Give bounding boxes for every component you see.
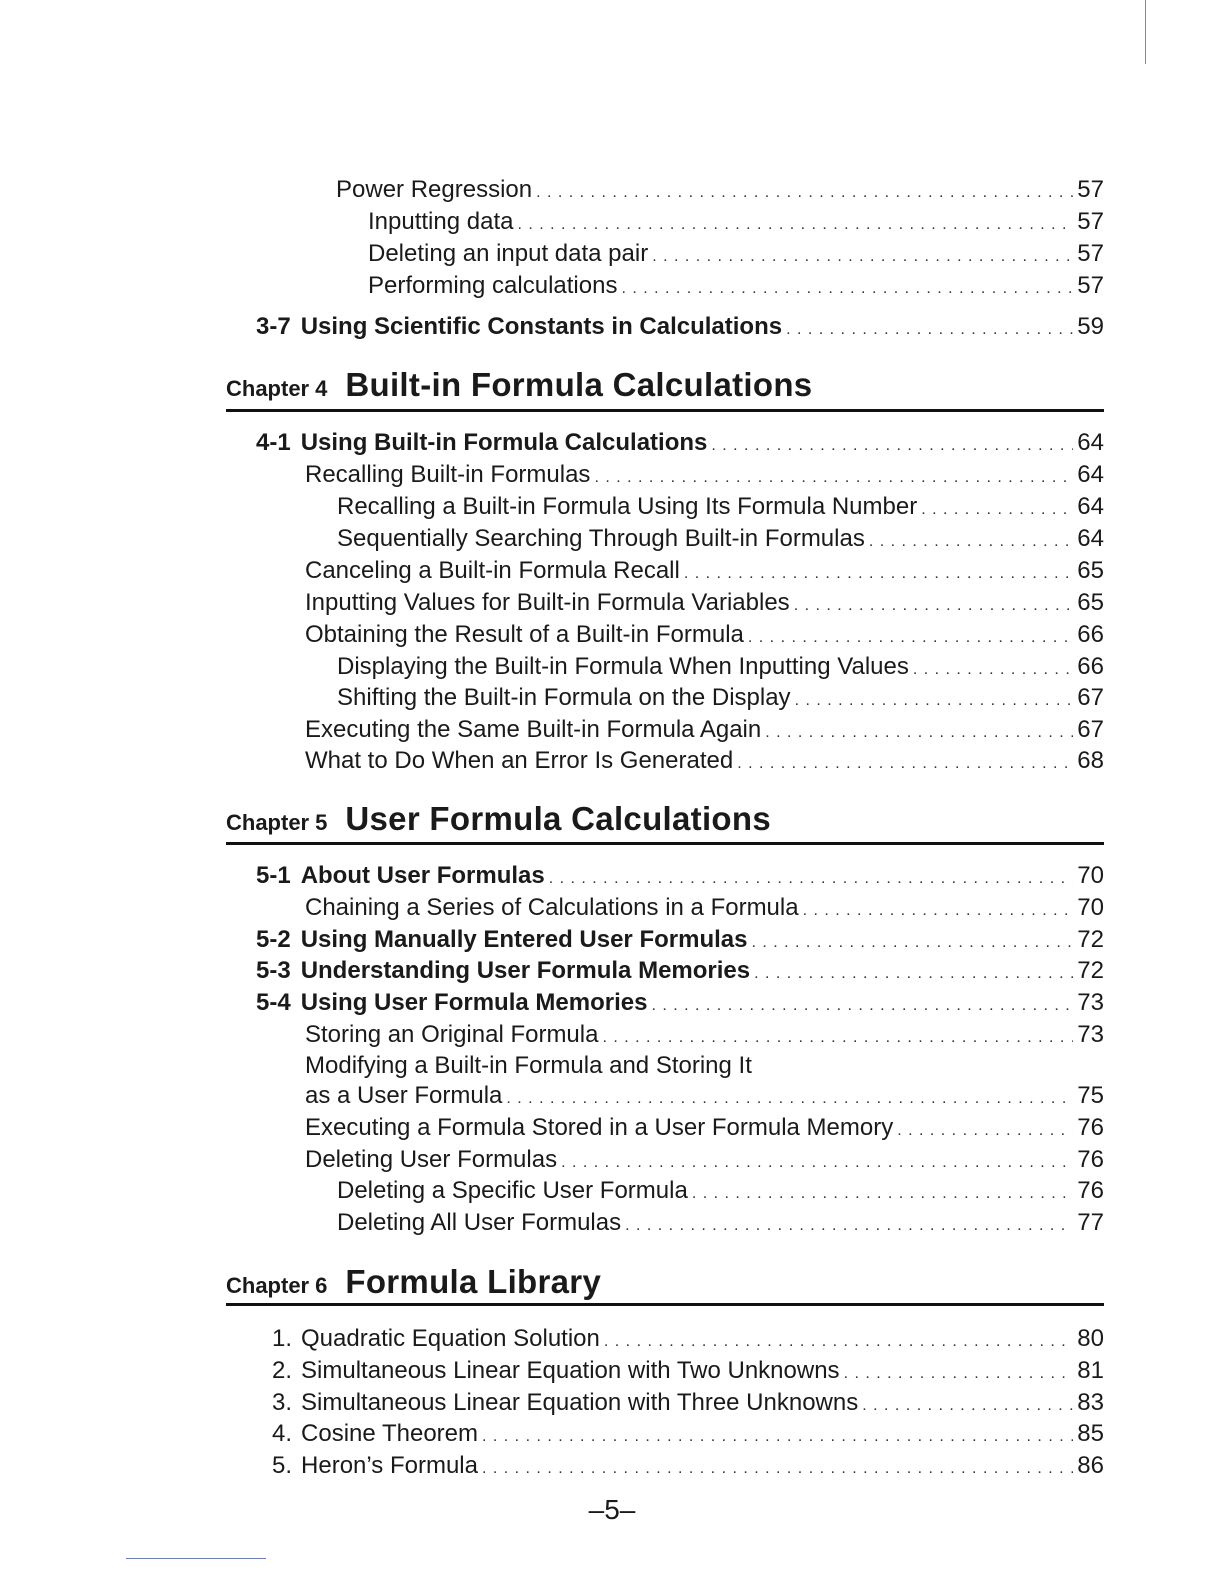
toc-entry-title: What to Do When an Error Is Generated [305,747,734,774]
toc-entry-page: 67 [1077,716,1104,743]
toc-entry-title: Shifting the Built-in Formula on the Display [337,684,791,711]
dot-leader [625,1212,1073,1240]
chapter-label: Chapter [226,376,310,401]
dot-leader [897,1117,1073,1145]
toc-entry-page: 67 [1077,684,1104,711]
toc-entry-title: Quadratic Equation Solution [301,1325,600,1352]
dot-leader [862,1392,1073,1420]
toc-entry-wrapped-line[interactable] [305,1052,1104,1080]
dot-leader [795,687,1074,715]
toc-entry-page: 83 [1077,1389,1104,1416]
toc-section-number: 5-1 [256,862,291,889]
dot-leader [711,432,1073,460]
toc-entry-page: 57 [1077,272,1104,299]
chapter-number: 4 [315,376,328,401]
toc-entry-number: 1. [272,1325,293,1352]
toc-entry-title: Sequentially Searching Through Built-in Formulas [337,525,865,552]
toc-entry[interactable] [336,176,1104,207]
toc-entry-title: Recalling a Built-in Formula Using Its Formula Number [337,493,918,520]
toc-entry-page: 76 [1077,1114,1104,1141]
dot-leader [561,1149,1073,1177]
toc-section-number: 5-3 [256,957,291,984]
dot-leader [482,1423,1073,1451]
toc-entry-page: 81 [1077,1357,1104,1384]
toc-entry-title: Inputting Values for Built-in Formula Variables [305,589,790,616]
toc-entry-title: Deleting All User Formulas [337,1209,622,1236]
toc-entry[interactable] [368,208,1104,239]
dot-leader [652,243,1073,271]
toc-entry[interactable] [305,621,1104,652]
toc-entry[interactable] [337,653,1104,684]
toc-entry[interactable] [337,1209,1104,1240]
scan-artifact-line [126,1558,266,1559]
toc-entry-page: 70 [1077,862,1104,889]
dot-leader [844,1360,1074,1388]
chapter-6-rule [226,1303,1104,1306]
dot-leader [786,316,1073,344]
toc-entry-page: 73 [1077,1021,1104,1048]
toc-entry[interactable] [272,1452,1104,1483]
toc-entry[interactable] [305,1082,1104,1113]
toc-entry[interactable] [368,240,1104,271]
toc-entry-title: Displaying the Built-in Formula When Inputting Values [337,653,909,680]
dot-leader [602,1024,1073,1052]
toc-section-title: Understanding User Formula Memories [300,957,751,984]
toc-entry-title: Inputting data [368,208,514,235]
toc-entry-page: 68 [1077,747,1104,774]
toc-entry-number: 3. [272,1389,293,1416]
toc-entry-page: 75 [1077,1082,1104,1109]
toc-entry[interactable] [305,894,1104,925]
toc-entry-title: Cosine Theorem [301,1420,478,1447]
dot-leader [536,179,1073,207]
dot-leader [765,719,1073,747]
toc-section-title: About User Formulas [300,862,545,889]
toc-entry[interactable] [305,461,1104,492]
toc-entry[interactable] [337,493,1104,524]
toc-entry-title: Modifying a Built-in Formula and Storing It [305,1052,752,1079]
toc-entry-page: 86 [1077,1452,1104,1479]
toc-entry-page: 70 [1077,894,1104,921]
toc-entry-page: 57 [1077,176,1104,203]
chapter-5-rule [226,842,1104,845]
toc-section-title: Using Manually Entered User Formulas [300,926,748,953]
toc-section-entry[interactable] [256,957,1104,988]
toc-entry-title: Storing an Original Formula [305,1021,599,1048]
toc-entry-page: 76 [1077,1146,1104,1173]
scan-edge-mark [1145,0,1146,64]
toc-section-number: 5-2 [256,926,291,953]
toc-entry-title: Power Regression [336,176,533,203]
chapter-title: User Formula Calculations [345,800,771,837]
toc-entry[interactable] [368,272,1104,303]
toc-entry-page: 64 [1077,525,1104,552]
toc-entry-page: 66 [1077,621,1104,648]
toc-entry-number: 4. [272,1420,293,1447]
dot-leader [751,929,1073,957]
chapter-label: Chapter [226,810,310,835]
toc-entry[interactable] [337,684,1104,715]
toc-entry-page: 85 [1077,1420,1104,1447]
chapter-number: 6 [315,1273,328,1298]
toc-entry-title: Deleting an input data pair [368,240,649,267]
toc-entry-title: Deleting User Formulas [305,1146,558,1173]
toc-entry[interactable] [337,525,1104,556]
toc-entry-page: 72 [1077,957,1104,984]
toc-section-number: 3-7 [256,313,291,340]
toc-entry[interactable] [305,1146,1104,1177]
toc-entry-page: 66 [1077,653,1104,680]
toc-entry-page: 64 [1077,429,1104,456]
toc-entry-title: Simultaneous Linear Equation with Three Unknowns [301,1389,859,1416]
dot-leader [621,275,1073,303]
toc-entry-page: 57 [1077,208,1104,235]
toc-entry-page: 64 [1077,493,1104,520]
toc-entry[interactable] [272,1357,1104,1388]
toc-entry-title: Executing a Formula Stored in a User Formula Memory [305,1114,894,1141]
toc-entry-title: Performing calculations [368,272,618,299]
chapter-title: Formula Library [345,1263,602,1300]
toc-entry-number: 2. [272,1357,293,1384]
toc-entry-page: 65 [1077,589,1104,616]
toc-entry-title: Executing the Same Built-in Formula Again [305,716,762,743]
toc-entry-number: 5. [272,1452,293,1479]
dot-leader [594,464,1073,492]
toc-entry[interactable] [272,1389,1104,1420]
toc-entry-title: Canceling a Built-in Formula Recall [305,557,680,584]
toc-section-number: 4-1 [256,429,291,456]
toc-entry[interactable] [272,1325,1104,1356]
toc-section-entry[interactable] [256,313,1104,344]
toc-entry-page: 80 [1077,1325,1104,1352]
dot-leader [517,211,1073,239]
dot-leader [754,960,1073,988]
chapter-4-rule [226,409,1104,412]
toc-section-title: Using User Formula Memories [300,989,648,1016]
toc-entry[interactable] [305,589,1104,620]
toc-entry-page: 65 [1077,557,1104,584]
toc-entry[interactable] [305,1021,1104,1052]
toc-entry[interactable] [337,1177,1104,1208]
toc-section-number: 5-4 [256,989,291,1016]
dot-leader [651,992,1073,1020]
dot-leader [921,496,1073,524]
toc-entry[interactable] [305,1114,1104,1145]
toc-section-entry[interactable] [256,429,1104,460]
chapter-6-heading [226,1263,601,1301]
toc-entry-title: Obtaining the Result of a Built-in Formula [305,621,744,648]
chapter-label: Chapter [226,1273,310,1298]
chapter-title: Built-in Formula Calculations [345,366,813,403]
dot-leader [684,560,1073,588]
toc-section-entry[interactable] [256,926,1104,957]
dot-leader [869,528,1073,556]
chapter-number: 5 [315,810,328,835]
toc-entry-title: Chaining a Series of Calculations in a Formula [305,894,799,921]
dot-leader [794,592,1074,620]
page-number: –5– [588,1494,636,1525]
dot-leader [748,624,1073,652]
toc-entry-page: 77 [1077,1209,1104,1236]
toc-entry-page: 72 [1077,926,1104,953]
toc-section-title: Using Scientific Constants in Calculations [300,313,783,340]
toc-entry[interactable] [305,747,1104,778]
toc-entry-page: 73 [1077,989,1104,1016]
toc-entry-title: Simultaneous Linear Equation with Two Unknowns [301,1357,840,1384]
toc-entry[interactable] [305,716,1104,747]
chapter-4-heading [226,366,812,404]
toc-section-title: Using Built-in Formula Calculations [300,429,708,456]
toc-section-entry[interactable] [256,989,1104,1020]
toc-entry-page: 57 [1077,240,1104,267]
toc-entry-title: Recalling Built-in Formulas [305,461,591,488]
chapter-5-heading [226,800,771,838]
toc-entry-title: Deleting a Specific User Formula [337,1177,688,1204]
dot-leader [692,1180,1073,1208]
dot-leader [482,1455,1073,1483]
dot-leader [506,1085,1073,1113]
toc-section-entry[interactable] [256,862,1104,893]
dot-leader [549,865,1074,893]
dot-leader [913,656,1073,684]
dot-leader [803,897,1074,925]
toc-entry-title: Heron’s Formula [301,1452,478,1479]
toc-entry-page: 64 [1077,461,1104,488]
toc-entry-page: 76 [1077,1177,1104,1204]
dot-leader [604,1328,1073,1356]
toc-entry-title: as a User Formula [305,1082,503,1109]
toc-entry-page: 59 [1077,313,1104,340]
toc-entry[interactable] [305,557,1104,588]
dot-leader [737,750,1073,778]
toc-entry[interactable] [272,1420,1104,1451]
